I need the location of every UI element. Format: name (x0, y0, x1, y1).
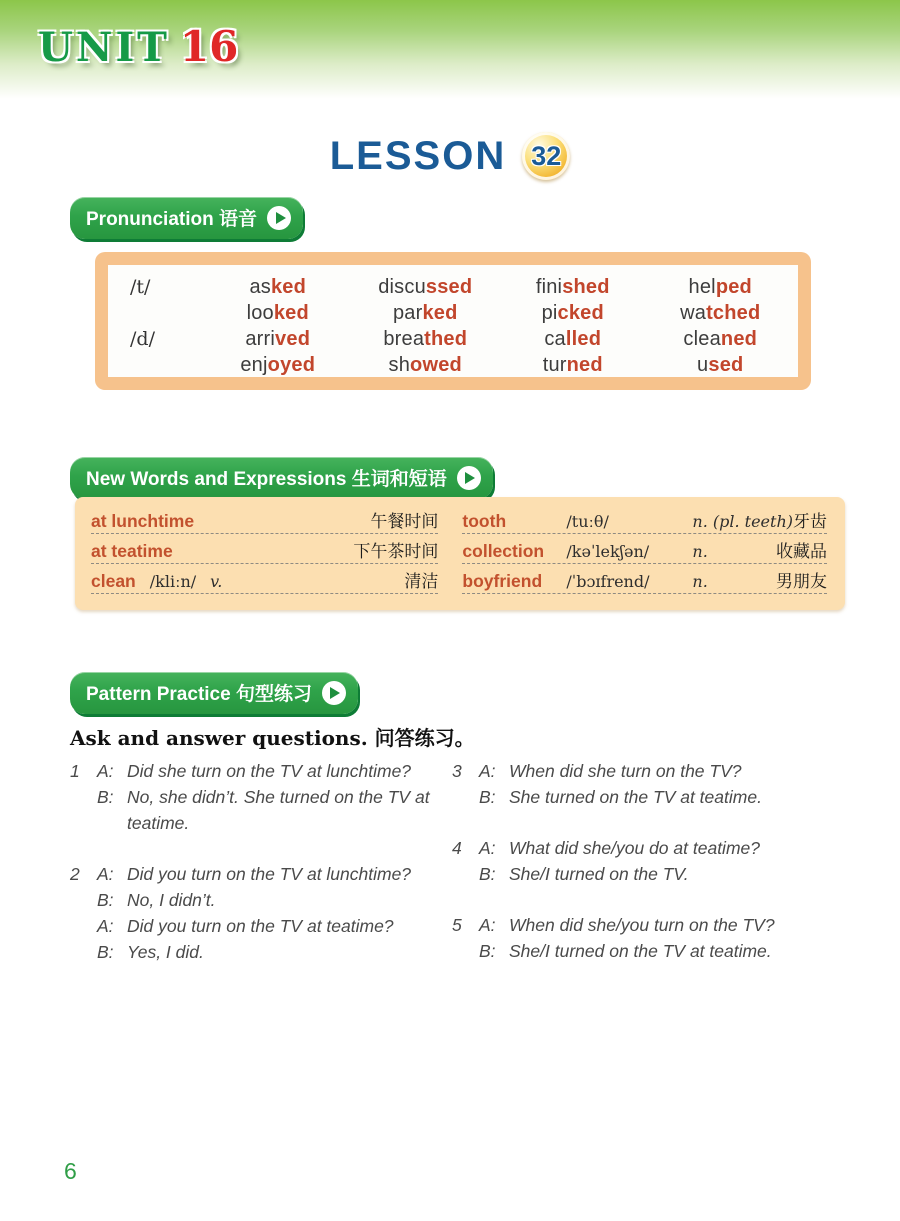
item-number: 1 (70, 761, 80, 781)
pronunciation-title-en: Pronunciation (86, 209, 214, 230)
pron-word: picked (541, 301, 604, 324)
part-of-speech: v. (210, 572, 223, 591)
dialogue-text: No, she didn’t. She turned on the TV at teatime. (127, 787, 430, 833)
pron-word: finished (535, 275, 610, 298)
chinese-gloss: 男朋友 (776, 572, 827, 592)
new-words-panel (75, 497, 845, 610)
dialogue-line (479, 912, 850, 938)
pronunciation-section-header (70, 197, 303, 239)
pattern-practice-title (86, 679, 312, 706)
dialogue-text: Yes, I did. (127, 942, 204, 962)
dialogue-line (97, 939, 452, 965)
exercise-instruction (70, 722, 475, 751)
pronunciation-row (112, 300, 794, 326)
dialogue-text: Did you turn on the TV at lunchtime? (127, 864, 412, 884)
speaker-label: B: (97, 787, 114, 807)
word-entry (91, 568, 438, 594)
pron-word: arrived (245, 327, 311, 350)
chinese-gloss: 收藏品 (776, 542, 827, 562)
play-icon (465, 472, 475, 484)
pron-word: showed (388, 353, 462, 376)
unit-label: UNIT (38, 24, 170, 71)
play-audio-button[interactable] (457, 466, 481, 490)
pattern-practice-items (70, 758, 850, 990)
dialogue-text: She turned on the TV at teatime. (509, 787, 762, 807)
headword: collection (462, 541, 545, 561)
word-entry (462, 568, 827, 594)
pronunciation-row (112, 274, 794, 300)
qa-item-1 (70, 758, 452, 836)
part-of-speech: n. (692, 542, 708, 561)
dialogue-text: What did she/you do at teatime? (509, 838, 760, 858)
speaker-label: B: (97, 890, 114, 910)
pattern-practice-title-zh: 句型练习 (235, 684, 312, 705)
phonetic: /kliːn/ (149, 572, 197, 591)
dialogue-line (97, 861, 452, 887)
chinese-gloss: 清洁 (404, 572, 439, 592)
dialogue-line (97, 784, 452, 836)
dialogue-text: When did she/you turn on the TV? (509, 915, 775, 935)
pronunciation-row (112, 326, 794, 352)
dialogue-line (97, 758, 452, 784)
pron-word: asked (249, 275, 307, 298)
chinese-gloss: 牙齿 (793, 512, 827, 532)
item-number: 2 (70, 864, 80, 884)
new-words-column-left (91, 508, 438, 610)
phoneme-label: /t/ (130, 276, 151, 298)
phoneme-label: /d/ (130, 328, 155, 350)
pattern-practice-title-en: Pattern Practice (86, 684, 231, 705)
pron-word: looked (246, 301, 309, 324)
page-number: 6 (64, 1158, 77, 1184)
play-icon (330, 687, 340, 699)
qa-item-2 (70, 861, 452, 965)
speaker-label: A: (479, 838, 496, 858)
speaker-label: B: (479, 941, 496, 961)
speaker-label: B: (97, 942, 114, 962)
dialogue-text: Did you turn on the TV at teatime? (127, 916, 394, 936)
part-of-speech: n. (pl. teeth) (692, 512, 793, 531)
pattern-practice-section-header (70, 672, 358, 714)
speaker-label: A: (97, 864, 114, 884)
chinese-gloss: 午餐时间 (370, 512, 439, 532)
dialogue-text: She/I turned on the TV. (509, 864, 689, 884)
item-number: 5 (452, 915, 462, 935)
phonetic: /ˈbɔɪfrend/ (566, 572, 650, 591)
pronunciation-box (95, 252, 811, 390)
new-words-column-right (462, 508, 827, 610)
phonetic: /tuːθ/ (566, 512, 609, 531)
qa-column-left (70, 758, 452, 990)
pronunciation-row (112, 352, 794, 378)
dialogue-text: She/I turned on the TV at teatime. (509, 941, 772, 961)
dialogue-line (479, 861, 850, 887)
item-number: 3 (452, 761, 462, 781)
pron-word: discussed (378, 275, 473, 298)
pronunciation-title-zh: 语音 (219, 209, 258, 230)
new-words-title-en: New Words and Expressions (86, 469, 347, 490)
instruction-zh: 问答练习。 (374, 726, 475, 750)
word-entry (462, 508, 827, 534)
lesson-number: 32 (531, 140, 562, 171)
word-entry (91, 538, 438, 564)
part-of-speech: n. (692, 572, 708, 591)
instruction-en: Ask and answer questions. (70, 726, 368, 750)
new-words-title-zh: 生词和短语 (351, 469, 447, 490)
qa-item-3 (452, 758, 850, 810)
pron-word: watched (680, 301, 761, 324)
item-number: 4 (452, 838, 462, 858)
headword: boyfriend (462, 571, 543, 591)
dialogue-line (479, 938, 850, 964)
speaker-label: B: (479, 864, 496, 884)
dialogue-line (97, 887, 452, 913)
dialogue-text: When did she turn on the TV? (509, 761, 742, 781)
pron-word: breathed (383, 327, 468, 350)
speaker-label: A: (479, 915, 496, 935)
speaker-label: B: (479, 787, 496, 807)
word-entry (462, 538, 827, 564)
word-entry (91, 508, 438, 534)
pron-word: parked (392, 301, 458, 324)
pron-word: helped (688, 275, 752, 298)
pronunciation-title (86, 204, 257, 231)
dialogue-text: No, I didn’t. (127, 890, 216, 910)
headword: at teatime (91, 541, 173, 561)
lesson-number-badge (522, 132, 570, 180)
lesson-label: LESSON (329, 133, 507, 178)
dialogue-line (97, 913, 452, 939)
pron-word: used (697, 353, 744, 376)
qa-item-5 (452, 912, 850, 964)
headword: tooth (462, 511, 507, 531)
headword: at lunchtime (91, 511, 195, 531)
speaker-label: A: (97, 916, 114, 936)
lesson-title (0, 132, 900, 180)
pron-word: turned (542, 353, 603, 376)
speaker-label: A: (479, 761, 496, 781)
new-words-section-header (70, 457, 493, 499)
dialogue-line (479, 835, 850, 861)
play-icon (276, 212, 286, 224)
pron-word: called (544, 327, 602, 350)
play-audio-button[interactable] (322, 681, 346, 705)
speaker-label: A: (97, 761, 114, 781)
unit-number: 16 (179, 22, 239, 71)
dialogue-text: Did she turn on the TV at lunchtime? (127, 761, 412, 781)
unit-logo (38, 22, 238, 71)
qa-item-4 (452, 835, 850, 887)
new-words-title (86, 464, 447, 491)
dialogue-line (479, 758, 850, 784)
dialogue-line (479, 784, 850, 810)
chinese-gloss: 下午茶时间 (353, 542, 439, 562)
pron-word: enjoyed (240, 353, 316, 376)
headword: clean (91, 571, 136, 591)
play-audio-button[interactable] (267, 206, 291, 230)
pron-word: cleaned (683, 327, 758, 350)
qa-column-right (452, 758, 850, 990)
phonetic: /kəˈlekʃən/ (566, 542, 650, 561)
